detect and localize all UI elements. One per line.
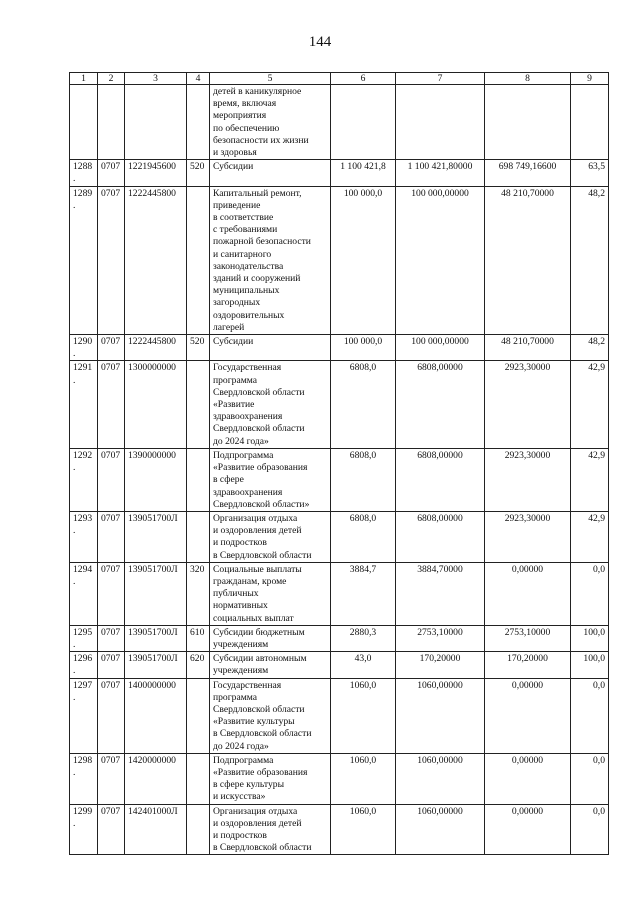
col8-value: 2923,30000 (485, 448, 571, 511)
table-row (70, 652, 609, 678)
section-code: 0707 (98, 753, 125, 804)
target-article-code: 1390000000 (125, 448, 187, 511)
target-article-code (125, 85, 187, 160)
table-row (70, 678, 609, 753)
col9-percent: 0,0 (571, 804, 609, 855)
expense-type-code (187, 804, 210, 855)
row-number: 1296. (70, 652, 98, 678)
col8-value: 170,20000 (485, 652, 571, 678)
col6-value: 1060,0 (331, 753, 396, 804)
section-code: 0707 (98, 448, 125, 511)
section-code: 0707 (98, 186, 125, 334)
col9-percent: 0,0 (571, 753, 609, 804)
item-name: Субсидии бюджетным учреждениям (210, 625, 331, 651)
col7-value: 2753,10000 (396, 625, 485, 651)
row-number: 1292. (70, 448, 98, 511)
expense-type-code (187, 753, 210, 804)
target-article-code: 142401000Л (125, 804, 187, 855)
header-col-5: 5 (210, 73, 331, 85)
col8-value: 0,00000 (485, 678, 571, 753)
col6-value: 6808,0 (331, 448, 396, 511)
target-article-code: 139051700Л (125, 625, 187, 651)
col9-percent (571, 85, 609, 160)
col6-value: 6808,0 (331, 511, 396, 562)
col7-value: 6808,00000 (396, 448, 485, 511)
page-number: 144 (308, 34, 332, 50)
table-row (70, 85, 609, 160)
col9-percent: 100,0 (571, 652, 609, 678)
col9-percent: 42,9 (571, 511, 609, 562)
header-col-3: 3 (125, 73, 187, 85)
col6-value: 1060,0 (331, 804, 396, 855)
row-number: 1294. (70, 562, 98, 625)
col7-value: 1 100 421,80000 (396, 160, 485, 186)
table-row (70, 335, 609, 361)
row-number: 1291. (70, 361, 98, 448)
col8-value: 2923,30000 (485, 361, 571, 448)
section-code: 0707 (98, 652, 125, 678)
col8-value: 698 749,16600 (485, 160, 571, 186)
col7-value: 6808,00000 (396, 361, 485, 448)
item-name: Государственная программа Свердловской области «Развитие здравоохранения Свердловской области до 2024 года» (210, 361, 331, 448)
col8-value: 48 210,70000 (485, 335, 571, 361)
col7-value: 6808,00000 (396, 511, 485, 562)
col6-value: 6808,0 (331, 361, 396, 448)
target-article-code: 1400000000 (125, 678, 187, 753)
target-article-code: 139051700Л (125, 562, 187, 625)
table-row (70, 804, 609, 855)
row-number: 1297. (70, 678, 98, 753)
expense-type-code (187, 448, 210, 511)
expense-type-code (187, 511, 210, 562)
table-row (70, 562, 609, 625)
expense-type-code: 520 (187, 160, 210, 186)
row-number: 1290. (70, 335, 98, 361)
section-code (98, 85, 125, 160)
expense-type-code (187, 678, 210, 753)
expense-type-code: 520 (187, 335, 210, 361)
col6-value: 100 000,0 (331, 335, 396, 361)
header-col-9: 9 (571, 73, 609, 85)
section-code: 0707 (98, 625, 125, 651)
col7-value: 3884,70000 (396, 562, 485, 625)
table-row (70, 625, 609, 651)
col8-value: 48 210,70000 (485, 186, 571, 334)
col6-value: 43,0 (331, 652, 396, 678)
col9-percent: 0,0 (571, 678, 609, 753)
col6-value (331, 85, 396, 160)
col9-percent: 63,5 (571, 160, 609, 186)
col7-value: 100 000,00000 (396, 335, 485, 361)
row-number: 1289. (70, 186, 98, 334)
header-col-7: 7 (396, 73, 485, 85)
expense-type-code: 620 (187, 652, 210, 678)
expense-type-code: 320 (187, 562, 210, 625)
col7-value (396, 85, 485, 160)
expense-type-code (187, 85, 210, 160)
col6-value: 100 000,0 (331, 186, 396, 334)
table-row (70, 753, 609, 804)
item-name: Капитальный ремонт, приведение в соответствие с требованиями пожарной безопасности и санитарного законодательства зданий и сооружений муниципальных загородных оздоровительных лагерей (210, 186, 331, 334)
header-col-8: 8 (485, 73, 571, 85)
section-code: 0707 (98, 511, 125, 562)
section-code: 0707 (98, 335, 125, 361)
col7-value: 1060,00000 (396, 804, 485, 855)
row-number: 1288. (70, 160, 98, 186)
col8-value: 0,00000 (485, 562, 571, 625)
target-article-code: 1222445800 (125, 186, 187, 334)
table-row (70, 448, 609, 511)
col9-percent: 42,9 (571, 361, 609, 448)
col9-percent: 0,0 (571, 562, 609, 625)
table-row (70, 186, 609, 334)
header-col-4: 4 (187, 73, 210, 85)
col9-percent: 48,2 (571, 186, 609, 334)
section-code: 0707 (98, 160, 125, 186)
expense-type-code (187, 361, 210, 448)
table-row (70, 511, 609, 562)
row-number: 1295. (70, 625, 98, 651)
item-name: детей в каникулярное время, включая мероприятия по обеспечению безопасности их жизни и здоровья (210, 85, 331, 160)
item-name: Государственная программа Свердловской области «Развитие культуры в Свердловской области до 2024 года» (210, 678, 331, 753)
table-row (70, 160, 609, 186)
col9-percent: 48,2 (571, 335, 609, 361)
target-article-code: 1222445800 (125, 335, 187, 361)
section-code: 0707 (98, 361, 125, 448)
header-col-2: 2 (98, 73, 125, 85)
header-col-6: 6 (331, 73, 396, 85)
col6-value: 1 100 421,8 (331, 160, 396, 186)
header-col-1: 1 (70, 73, 98, 85)
header-row (70, 73, 609, 85)
col6-value: 3884,7 (331, 562, 396, 625)
section-code: 0707 (98, 678, 125, 753)
col6-value: 1060,0 (331, 678, 396, 753)
col7-value: 170,20000 (396, 652, 485, 678)
item-name: Подпрограмма «Развитие образования в сфере культуры и искусства» (210, 753, 331, 804)
item-name: Социальные выплаты гражданам, кроме публичных нормативных социальных выплат (210, 562, 331, 625)
col9-percent: 42,9 (571, 448, 609, 511)
col8-value: 2753,10000 (485, 625, 571, 651)
target-article-code: 1420000000 (125, 753, 187, 804)
item-name: Субсидии (210, 160, 331, 186)
expense-type-code (187, 186, 210, 334)
col8-value: 0,00000 (485, 804, 571, 855)
expense-type-code: 610 (187, 625, 210, 651)
col9-percent: 100,0 (571, 625, 609, 651)
section-code: 0707 (98, 804, 125, 855)
target-article-code: 139051700Л (125, 652, 187, 678)
item-name: Организация отдыха и оздоровления детей и подростков в Свердловской области (210, 804, 331, 855)
table-row (70, 361, 609, 448)
col7-value: 100 000,00000 (396, 186, 485, 334)
row-number: 1298. (70, 753, 98, 804)
col8-value: 0,00000 (485, 753, 571, 804)
target-article-code: 139051700Л (125, 511, 187, 562)
target-article-code: 1300000000 (125, 361, 187, 448)
item-name: Субсидии (210, 335, 331, 361)
col8-value: 2923,30000 (485, 511, 571, 562)
col6-value: 2880,3 (331, 625, 396, 651)
budget-table (69, 72, 609, 855)
row-number (70, 85, 98, 160)
item-name: Подпрограмма «Развитие образования в сфере здравоохранения Свердловской области» (210, 448, 331, 511)
item-name: Субсидии автономным учреждениям (210, 652, 331, 678)
item-name: Организация отдыха и оздоровления детей и подростков в Свердловской области (210, 511, 331, 562)
section-code: 0707 (98, 562, 125, 625)
col7-value: 1060,00000 (396, 678, 485, 753)
row-number: 1293. (70, 511, 98, 562)
row-number: 1299. (70, 804, 98, 855)
target-article-code: 1221945600 (125, 160, 187, 186)
col7-value: 1060,00000 (396, 753, 485, 804)
col8-value (485, 85, 571, 160)
